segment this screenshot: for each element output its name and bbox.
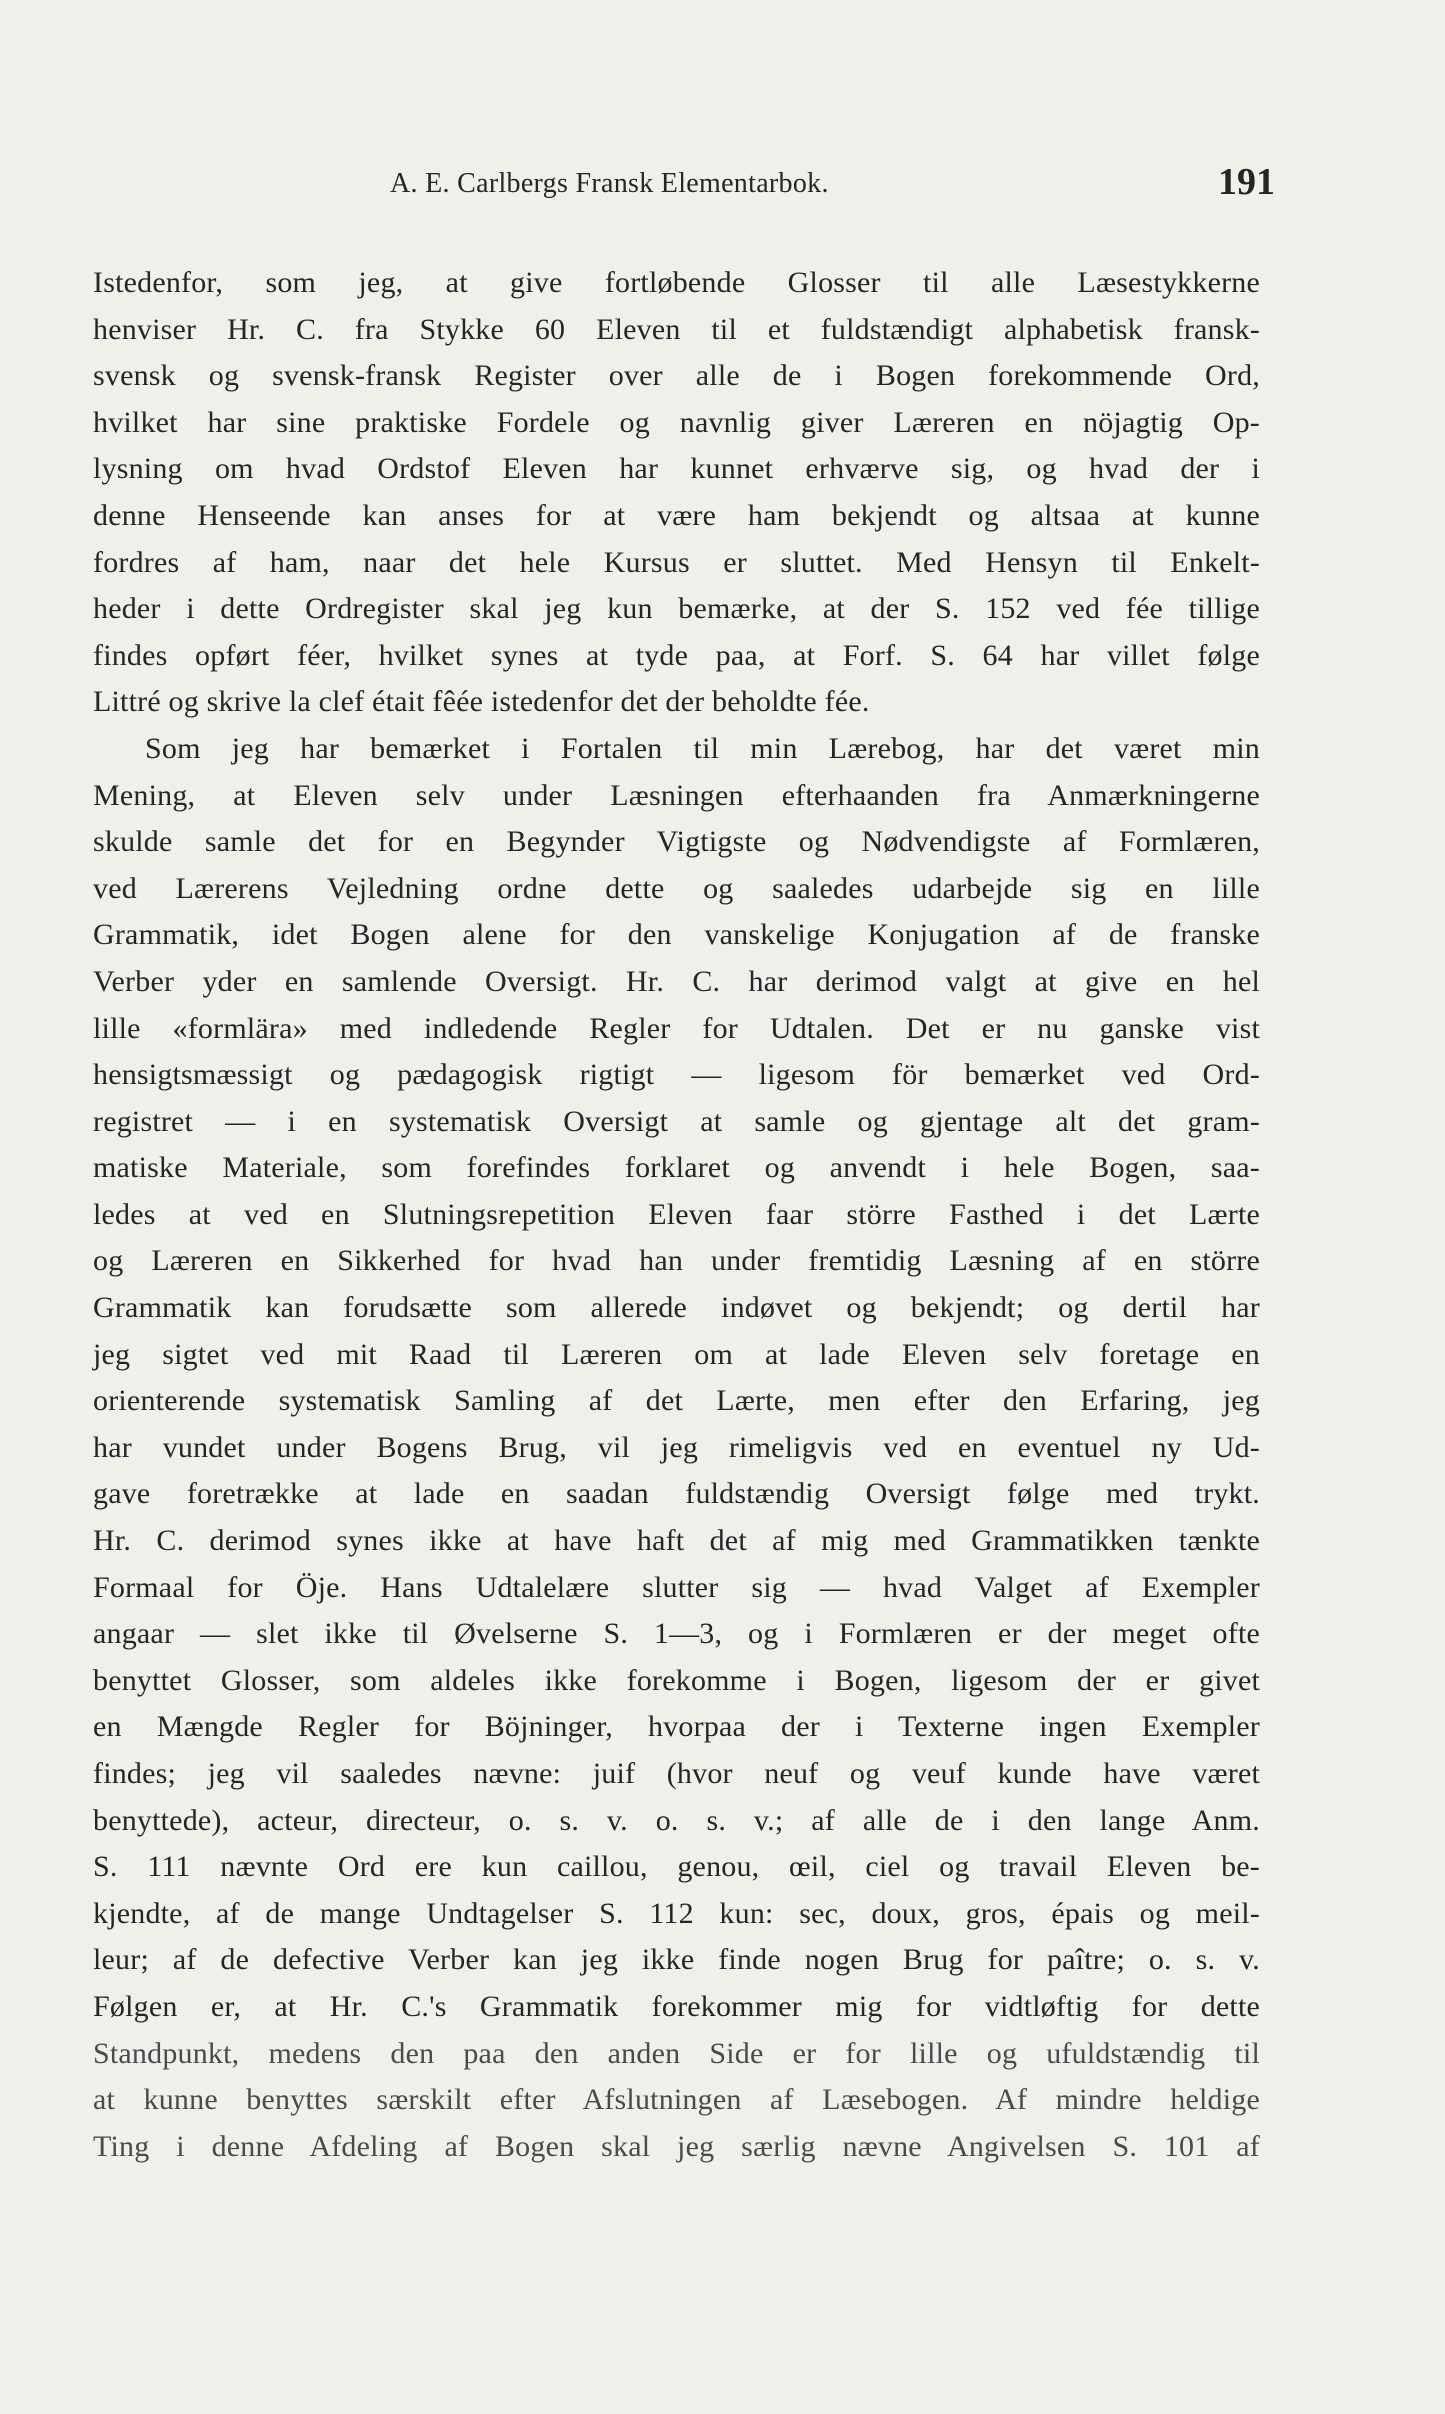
text-line: Hr. C. derimod synes ikke at have haft det af mig med Grammatikken tænkte [93,1524,1260,1558]
text-line: har vundet under Bogens Brug, vil jeg rimeligvis ved en eventuel ny Ud- [93,1430,1260,1464]
text-line: ledes at ved en Slutningsrepetition Eleven faar större Fasthed i det Lærte [93,1197,1260,1231]
text-line: denne Henseende kan anses for at være ham bekjendt og altsaa at kunne [93,498,1260,532]
text-line: Standpunkt, medens den paa den anden Side er for lille og ufuldstændig til [93,2036,1260,2070]
text-line: registret — i en systematisk Oversigt at samle og gjentage alt det gram- [93,1104,1260,1138]
text-line: gave foretrække at lade en saadan fuldstændig Oversigt følge med trykt. [93,1477,1260,1511]
text-line: at kunne benyttes særskilt efter Afslutningen af Læsebogen. Af mindre heldige [93,2083,1260,2117]
text-line: findes opført féer, hvilket synes at tyde paa, at Forf. S. 64 har villet følge [93,638,1260,672]
text-line: leur; af de defective Verber kan jeg ikke finde nogen Brug for paître; o. s. v. [93,1943,1260,1977]
text-line: benyttet Glosser, som aldeles ikke forekomme i Bogen, ligesom der er givet [93,1663,1260,1697]
text-line: Følgen er, at Hr. C.'s Grammatik forekommer mig for vidtløftig for dette [93,1989,1260,2023]
text-line: Verber yder en samlende Oversigt. Hr. C. har derimod valgt at give en hel [93,964,1260,998]
text-line: lysning om hvad Ordstof Eleven har kunnet erhværve sig, og hvad der i [93,452,1260,486]
text-line: og Læreren en Sikkerhed for hvad han under fremtidig Læsning af en större [93,1244,1260,1278]
text-line: orienterende systematisk Samling af det Lærte, men efter den Erfaring, jeg [93,1384,1260,1418]
text-line: ved Lærerens Vejledning ordne dette og saaledes udarbejde sig en lille [93,871,1260,905]
text-line: hvilket har sine praktiske Fordele og navnlig giver Læreren en nöjagtig Op- [93,405,1260,439]
text-line: Grammatik kan forudsætte som allerede indøvet og bekjendt; og dertil har [93,1291,1260,1325]
page-number: 191 [1218,161,1275,203]
text-line: Istedenfor, som jeg, at give fortløbende Glosser til alle Læsestykkerne [93,266,1260,299]
text-line: Formaal for Öje. Hans Udtalelære slutter sig — hvad Valget af Exempler [93,1570,1260,1604]
text-line: findes; jeg vil saaledes nævne: juif (hvor neuf og veuf kunde have været [93,1757,1260,1790]
text-line: Mening, at Eleven selv under Læsningen efterhaanden fra Anmærkningerne [93,778,1260,812]
body-text [93,260,1260,2170]
running-head: A. E. Carlbergs Fransk Elementarbok. [390,168,829,199]
text-line: kjendte, af de mange Undtagelser S. 112 kun: sec, doux, gros, épais og meil- [93,1896,1260,1930]
text-line: hensigtsmæssigt og pædagogisk rigtigt — ligesom för bemærket ved Ord- [93,1058,1260,1092]
text-line: benyttede), acteur, directeur, o. s. v. o. s. v.; af alle de i den lange Anm. [93,1803,1260,1837]
text-line: fordres af ham, naar det hele Kursus er sluttet. Med Hensyn til Enkelt- [93,545,1260,579]
text-line: Ting i denne Afdeling af Bogen skal jeg særlig nævne Angivelsen S. 101 af [93,2129,1260,2163]
page-header [0,156,1445,216]
text-line: matiske Materiale, som forefindes forklaret og anvendt i hele Bogen, saa- [93,1151,1260,1185]
text-line: jeg sigtet ved mit Raad til Læreren om at lade Eleven selv foretage en [93,1337,1260,1371]
text-line: lille «formlära» med indledende Regler for Udtalen. Det er nu ganske vist [93,1011,1260,1045]
text-line: Som jeg har bemærket i Fortalen til min Lærebog, har det været min [145,731,1260,765]
text-line: svensk og svensk-fransk Register over alle de i Bogen forekommende Ord, [93,359,1260,393]
text-line: Grammatik, idet Bogen alene for den vanskelige Konjugation af de franske [93,918,1260,952]
text-line: en Mængde Regler for Böjninger, hvorpaa der i Texterne ingen Exempler [93,1710,1260,1744]
text-line: skulde samle det for en Begynder Vigtigste og Nødvendigste af Formlæren, [93,825,1260,859]
text-line: henviser Hr. C. fra Stykke 60 Eleven til et fuldstændigt alphabetisk fransk- [93,312,1260,346]
text-line: S. 111 nævnte Ord ere kun caillou, genou, œil, ciel og travail Eleven be- [93,1850,1260,1884]
text-line: angaar — slet ikke til Øvelserne S. 1—3, og i Formlæren er der meget ofte [93,1617,1260,1651]
text-line: Littré og skrive la clef était fêée istedenfor det der beholdte fée. [93,685,870,719]
text-line: heder i dette Ordregister skal jeg kun bemærke, at der S. 152 ved fée tillige [93,592,1260,626]
